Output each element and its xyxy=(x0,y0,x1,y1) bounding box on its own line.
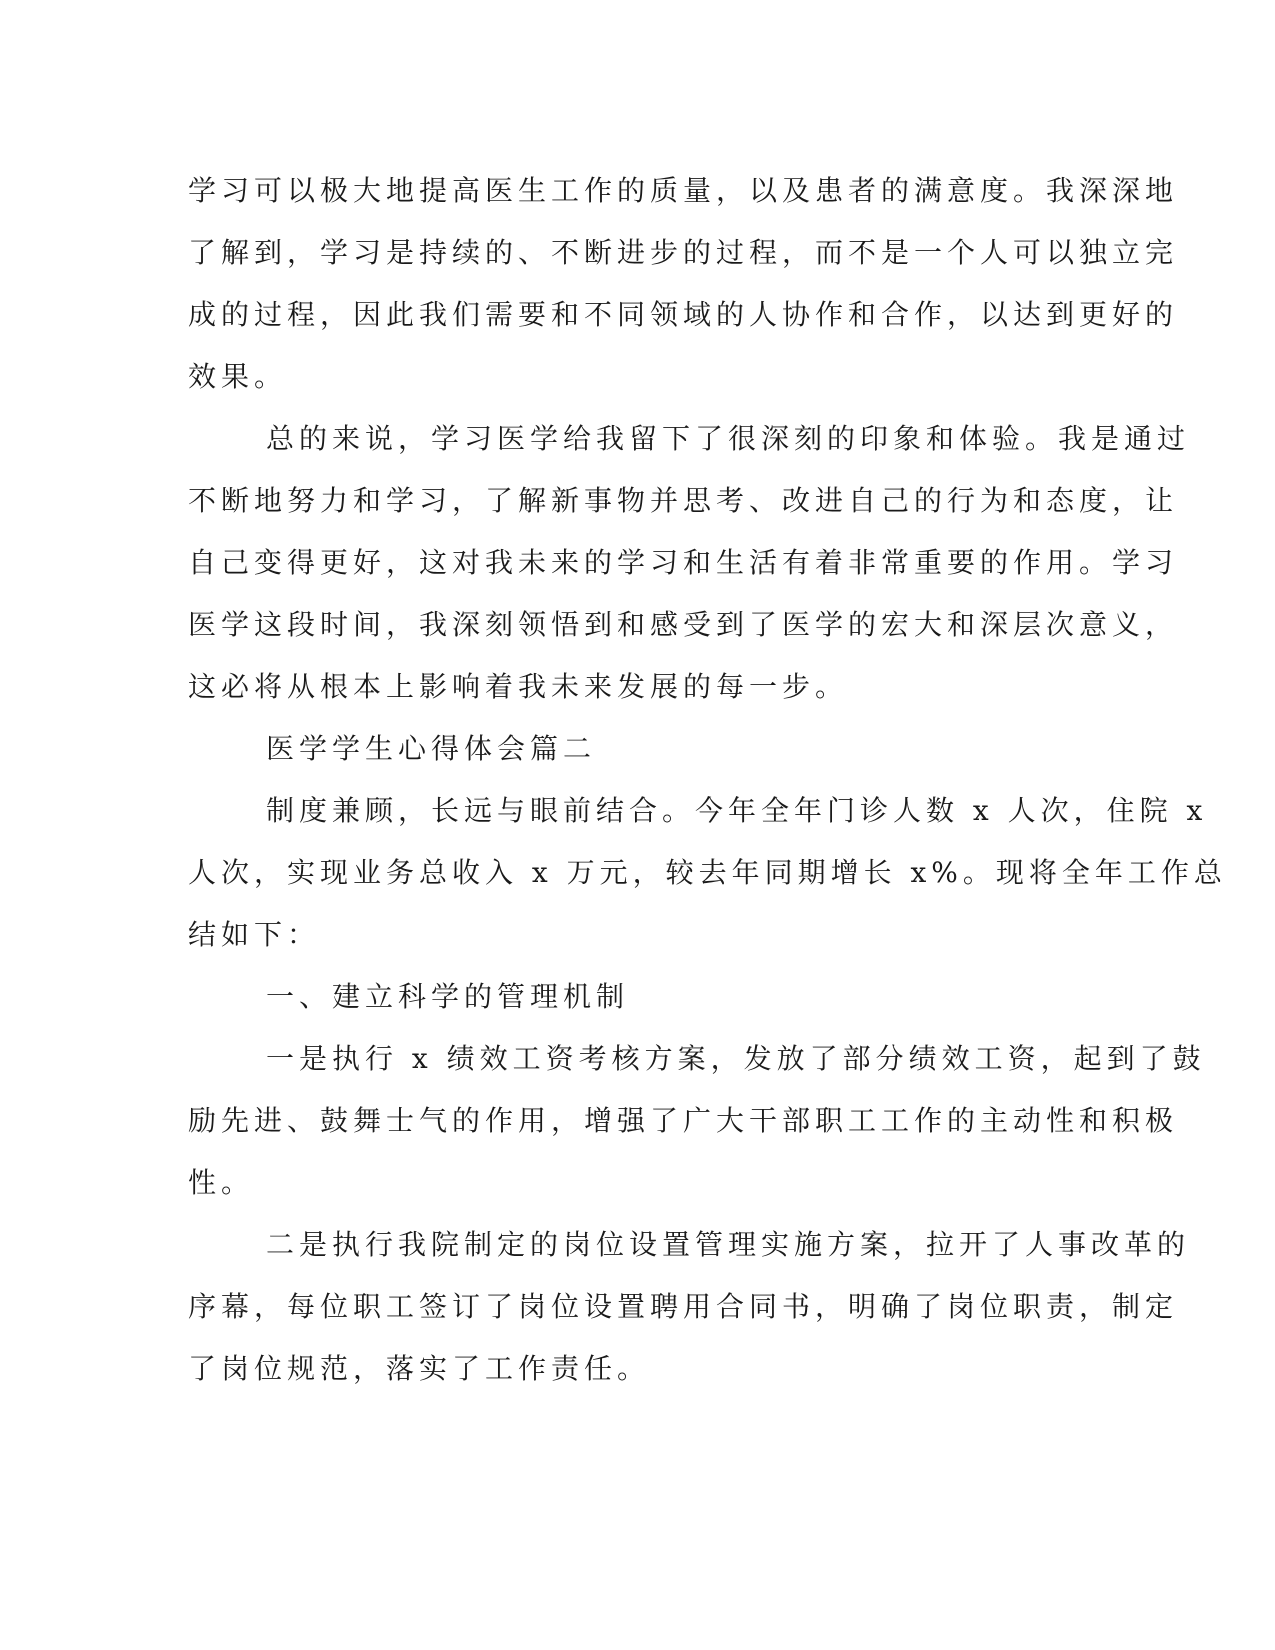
text-line: 励先进、鼓舞士气的作用，增强了广大干部职工工作的主动性和积极 xyxy=(188,1104,1179,1137)
paragraph-intro xyxy=(188,780,1227,966)
text-line: 人次，实现业务总收入 x 万元，较去年同期增长 x%。现将全年工作总 xyxy=(188,856,1227,889)
text-line: 医学这段时间，我深刻领悟到和感受到了医学的宏大和深层次意义， xyxy=(188,608,1179,641)
text-line: 总的来说，学习医学给我留下了很深刻的印象和体验。我是通过 xyxy=(266,422,1191,455)
text-line: 结如下： xyxy=(188,918,321,951)
paragraph-summary xyxy=(188,408,1191,718)
text-line: 这必将从根本上影响着我未来发展的每一步。 xyxy=(188,670,849,703)
text-line: 不断地努力和学习，了解新事物并思考、改进自己的行为和态度，让 xyxy=(188,484,1179,517)
text-line: 了岗位规范，落实了工作责任。 xyxy=(188,1352,651,1385)
text-line: 一是执行 x 绩效工资考核方案，发放了部分绩效工资，起到了鼓 xyxy=(266,1042,1206,1075)
text-line: 一、建立科学的管理机制 xyxy=(266,980,630,1013)
document-body xyxy=(188,160,1227,1400)
text-line: 自己变得更好，这对我未来的学习和生活有着非常重要的作用。学习 xyxy=(188,546,1179,579)
text-line: 性。 xyxy=(188,1166,255,1199)
text-line: 了解到，学习是持续的、不断进步的过程，而不是一个人可以独立完 xyxy=(188,236,1179,269)
text-line: 序幕，每位职工签订了岗位设置聘用合同书，明确了岗位职责，制定 xyxy=(188,1290,1179,1323)
text-line: 学习可以极大地提高医生工作的质量，以及患者的满意度。我深深地 xyxy=(188,174,1179,207)
section-title xyxy=(188,718,1068,780)
subsection-heading xyxy=(188,966,1068,1028)
paragraph-continuation xyxy=(188,160,1179,408)
paragraph-point-one xyxy=(188,1028,1206,1214)
text-line: 制度兼顾，长远与眼前结合。今年全年门诊人数 x 人次，住院 x xyxy=(266,794,1208,827)
text-line: 医学学生心得体会篇二 xyxy=(266,732,597,765)
text-line: 二是执行我院制定的岗位设置管理实施方案，拉开了人事改革的 xyxy=(266,1228,1191,1261)
text-line: 效果。 xyxy=(188,360,288,393)
text-line: 成的过程，因此我们需要和不同领域的人协作和合作，以达到更好的 xyxy=(188,298,1179,331)
paragraph-point-two xyxy=(188,1214,1191,1400)
